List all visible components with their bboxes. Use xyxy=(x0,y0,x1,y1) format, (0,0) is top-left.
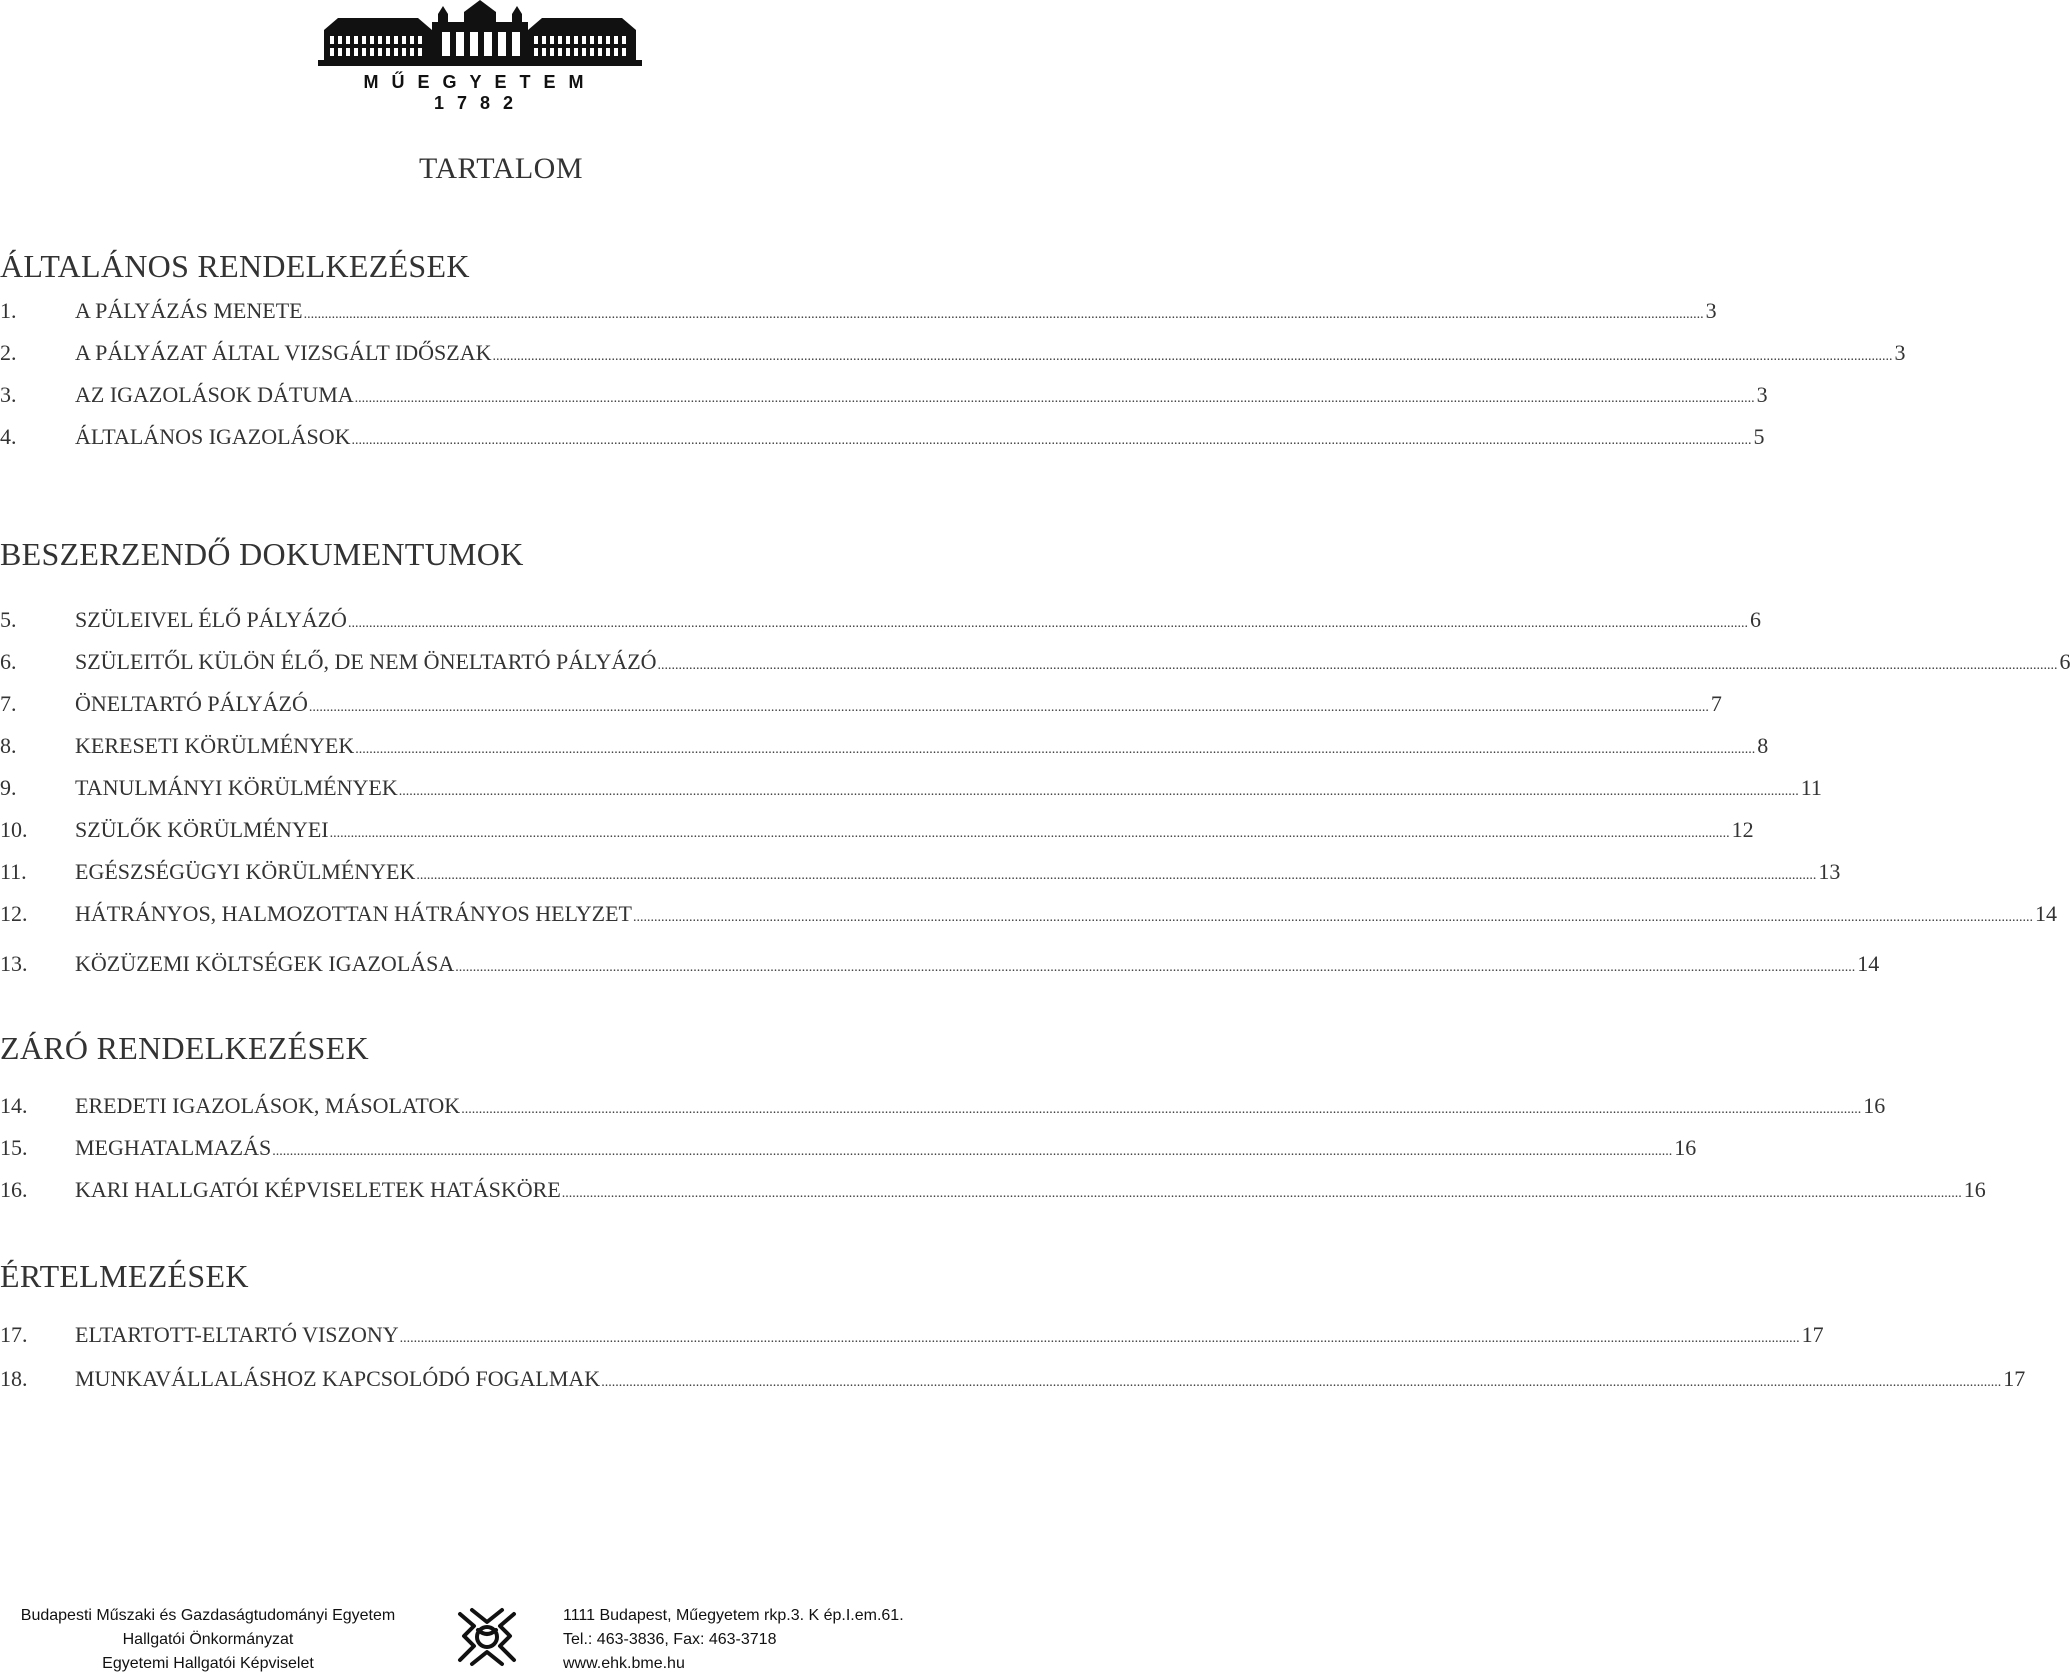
toc-entry[interactable] xyxy=(0,649,2071,677)
toc-page-number: 14 xyxy=(2035,901,2057,926)
toc-label: MEGHATALMAZÁS xyxy=(75,1135,272,1160)
toc-leader-dots: ................................................................................................................................................................................................................................................................................................................................................................................................................ xyxy=(561,1186,1962,1201)
toc-page-number: 14 xyxy=(1857,951,1880,976)
toc-page-number: 7 xyxy=(1710,691,1722,716)
section-heading-altalanos: ÁLTALÁNOS RENDELKEZÉSEK xyxy=(0,248,470,284)
toc-page-number: 5 xyxy=(1753,424,1765,449)
section-heading-beszerzendo: BESZERZENDŐ DOKUMENTUMOK xyxy=(0,536,524,572)
toc-entry[interactable] xyxy=(0,1366,2026,1394)
toc-number: 9. xyxy=(0,775,17,800)
toc-label: MUNKAVÁLLALÁSHOZ KAPCSOLÓDÓ FOGALMAK xyxy=(75,1366,601,1391)
toc-page-number: 3 xyxy=(1894,340,1906,365)
toc-leader-dots: ................................................................................................................................................................................................................................................................................................................................................................................................................ xyxy=(272,1144,1673,1159)
toc-entry[interactable] xyxy=(0,1135,1697,1163)
toc-entry[interactable] xyxy=(0,424,1765,452)
toc-number: 15. xyxy=(0,1135,28,1160)
toc-entry[interactable] xyxy=(0,607,1761,635)
toc-leader-dots: ................................................................................................................................................................................................................................................................................................................................................................................................................ xyxy=(351,433,1752,448)
toc-leader-dots: ................................................................................................................................................................................................................................................................................................................................................................................................................ xyxy=(633,910,2033,925)
toc-label: EGÉSZSÉGÜGYI KÖRÜLMÉNYEK xyxy=(75,859,416,884)
toc-label: HÁTRÁNYOS, HALMOZOTTAN HÁTRÁNYOS HELYZET xyxy=(75,901,632,926)
page-footer xyxy=(0,1602,960,1676)
toc-entry[interactable] xyxy=(0,382,1768,410)
toc-entry[interactable] xyxy=(0,901,2057,929)
toc-label: TANULMÁNYI KÖRÜLMÉNYEK xyxy=(75,775,398,800)
toc-entry[interactable] xyxy=(0,691,1722,719)
toc-leader-dots: ................................................................................................................................................................................................................................................................................................................................................................................................................ xyxy=(399,1331,1800,1346)
logo-wordmark: MŰEGYETEM 1782 xyxy=(363,72,597,113)
ehk-knot-logo-icon xyxy=(452,1602,522,1672)
toc-leader-dots: ................................................................................................................................................................................................................................................................................................................................................................................................................ xyxy=(303,307,1704,322)
toc-leader-dots: ................................................................................................................................................................................................................................................................................................................................................................................................................ xyxy=(329,826,1730,841)
toc-leader-dots: ................................................................................................................................................................................................................................................................................................................................................................................................................ xyxy=(461,1102,1862,1117)
toc-page-number: 3 xyxy=(1756,382,1768,407)
toc-label: ELTARTOTT-ELTARTÓ VISZONY xyxy=(75,1322,399,1347)
toc-entry[interactable] xyxy=(0,951,1880,979)
footer-address: 1111 Budapest, Műegyetem rkp.3. K ép.I.em.61. xyxy=(563,1607,904,1624)
toc-label: EREDETI IGAZOLÁSOK, MÁSOLATOK xyxy=(75,1093,461,1118)
toc-leader-dots: ................................................................................................................................................................................................................................................................................................................................................................................................................ xyxy=(455,960,1856,975)
toc-leader-dots: ................................................................................................................................................................................................................................................................................................................................................................................................................ xyxy=(354,391,1755,406)
toc-label: KÖZÜZEMI KÖLTSÉGEK IGAZOLÁSA xyxy=(75,951,455,976)
toc-entry[interactable] xyxy=(0,1093,1886,1121)
toc-number: 12. xyxy=(0,901,28,926)
toc-page-number: 17 xyxy=(2003,1366,2026,1391)
footer-contact xyxy=(563,1604,953,1676)
toc-label: KERESETI KÖRÜLMÉNYEK xyxy=(75,733,355,758)
toc-number: 17. xyxy=(0,1322,28,1347)
footer-phone-fax: Tel.: 463-3836, Fax: 463-3718 xyxy=(563,1631,777,1648)
toc-number: 5. xyxy=(0,607,17,632)
toc-page-number: 16 xyxy=(1674,1135,1697,1160)
toc-leader-dots: ................................................................................................................................................................................................................................................................................................................................................................................................................ xyxy=(308,700,1709,715)
toc-leader-dots: ................................................................................................................................................................................................................................................................................................................................................................................................................ xyxy=(492,349,1893,364)
toc-number: 2. xyxy=(0,340,17,365)
toc-leader-dots: ................................................................................................................................................................................................................................................................................................................................................................................................................ xyxy=(657,658,2058,673)
toc-label: SZÜLEITŐL KÜLÖN ÉLŐ, DE NEM ÖNELTARTÓ PÁLYÁZÓ xyxy=(75,649,657,674)
toc-label: AZ IGAZOLÁSOK DÁTUMA xyxy=(75,382,354,407)
toc-page-number: 11 xyxy=(1800,775,1822,800)
toc-entry[interactable] xyxy=(0,1177,1986,1205)
toc-number: 8. xyxy=(0,733,17,758)
toc-label: ÖNELTARTÓ PÁLYÁZÓ xyxy=(75,691,308,716)
toc-page-number: 17 xyxy=(1801,1322,1824,1347)
toc-leader-dots: ................................................................................................................................................................................................................................................................................................................................................................................................................ xyxy=(601,1375,2002,1390)
toc-label: KARI HALLGATÓI KÉPVISELETEK HATÁSKÖRE xyxy=(75,1177,561,1202)
toc-entry[interactable] xyxy=(0,817,1754,845)
toc-label: ÁLTALÁNOS IGAZOLÁSOK xyxy=(75,424,351,449)
toc-entry[interactable] xyxy=(0,298,1717,326)
toc-number: 7. xyxy=(0,691,17,716)
toc-number: 10. xyxy=(0,817,28,842)
section-heading-ertelmezesek: ÉRTELMEZÉSEK xyxy=(0,1258,249,1294)
toc-entry[interactable] xyxy=(0,340,1906,368)
toc-page-number: 13 xyxy=(1818,859,1841,884)
toc-number: 1. xyxy=(0,298,17,323)
section-heading-zaro: ZÁRÓ RENDELKEZÉSEK xyxy=(0,1030,369,1066)
toc-number: 4. xyxy=(0,424,17,449)
toc-entry[interactable] xyxy=(0,1322,1824,1350)
toc-entry[interactable] xyxy=(0,775,1822,803)
document-title: TARTALOM xyxy=(418,152,584,185)
toc-leader-dots: ................................................................................................................................................................................................................................................................................................................................................................................................................ xyxy=(416,868,1817,883)
toc-number: 11. xyxy=(0,859,27,884)
toc-leader-dots: ................................................................................................................................................................................................................................................................................................................................................................................................................ xyxy=(355,742,1756,757)
toc-number: 14. xyxy=(0,1093,28,1118)
toc-label: SZÜLEIVEL ÉLŐ PÁLYÁZÓ xyxy=(75,607,347,632)
toc-page-number: 6 xyxy=(1749,607,1761,632)
toc-label: A PÁLYÁZAT ÁLTAL VIZSGÁLT IDŐSZAK xyxy=(75,340,492,365)
toc-page-number: 12 xyxy=(1731,817,1754,842)
toc-number: 18. xyxy=(0,1366,28,1391)
toc-number: 13. xyxy=(0,951,28,976)
toc-page-number: 16 xyxy=(1863,1093,1886,1118)
toc-label: SZÜLŐK KÖRÜLMÉNYEI xyxy=(75,817,329,842)
toc-label: A PÁLYÁZÁS MENETE xyxy=(75,298,303,323)
footer-organization xyxy=(8,1604,408,1676)
footer-org-line: Hallgatói Önkormányzat xyxy=(122,1631,294,1648)
footer-website-link[interactable]: www.ehk.bme.hu xyxy=(563,1655,685,1672)
toc-page-number: 6 xyxy=(2059,649,2071,674)
toc-number: 16. xyxy=(0,1177,28,1202)
footer-org-line: Egyetemi Hallgatói Képviselet xyxy=(102,1655,314,1672)
toc-entry[interactable] xyxy=(0,859,1841,887)
toc-leader-dots: ................................................................................................................................................................................................................................................................................................................................................................................................................ xyxy=(398,784,1799,799)
toc-entry[interactable] xyxy=(0,733,1769,761)
toc-page-number: 8 xyxy=(1757,733,1769,758)
toc-leader-dots: ................................................................................................................................................................................................................................................................................................................................................................................................................ xyxy=(347,616,1748,631)
footer-org-line: Budapesti Műszaki és Gazdaságtudományi Egyetem xyxy=(20,1607,396,1624)
toc-number: 3. xyxy=(0,382,17,407)
toc-page-number: 16 xyxy=(1963,1177,1986,1202)
toc-page-number: 3 xyxy=(1705,298,1717,323)
toc-number: 6. xyxy=(0,649,17,674)
